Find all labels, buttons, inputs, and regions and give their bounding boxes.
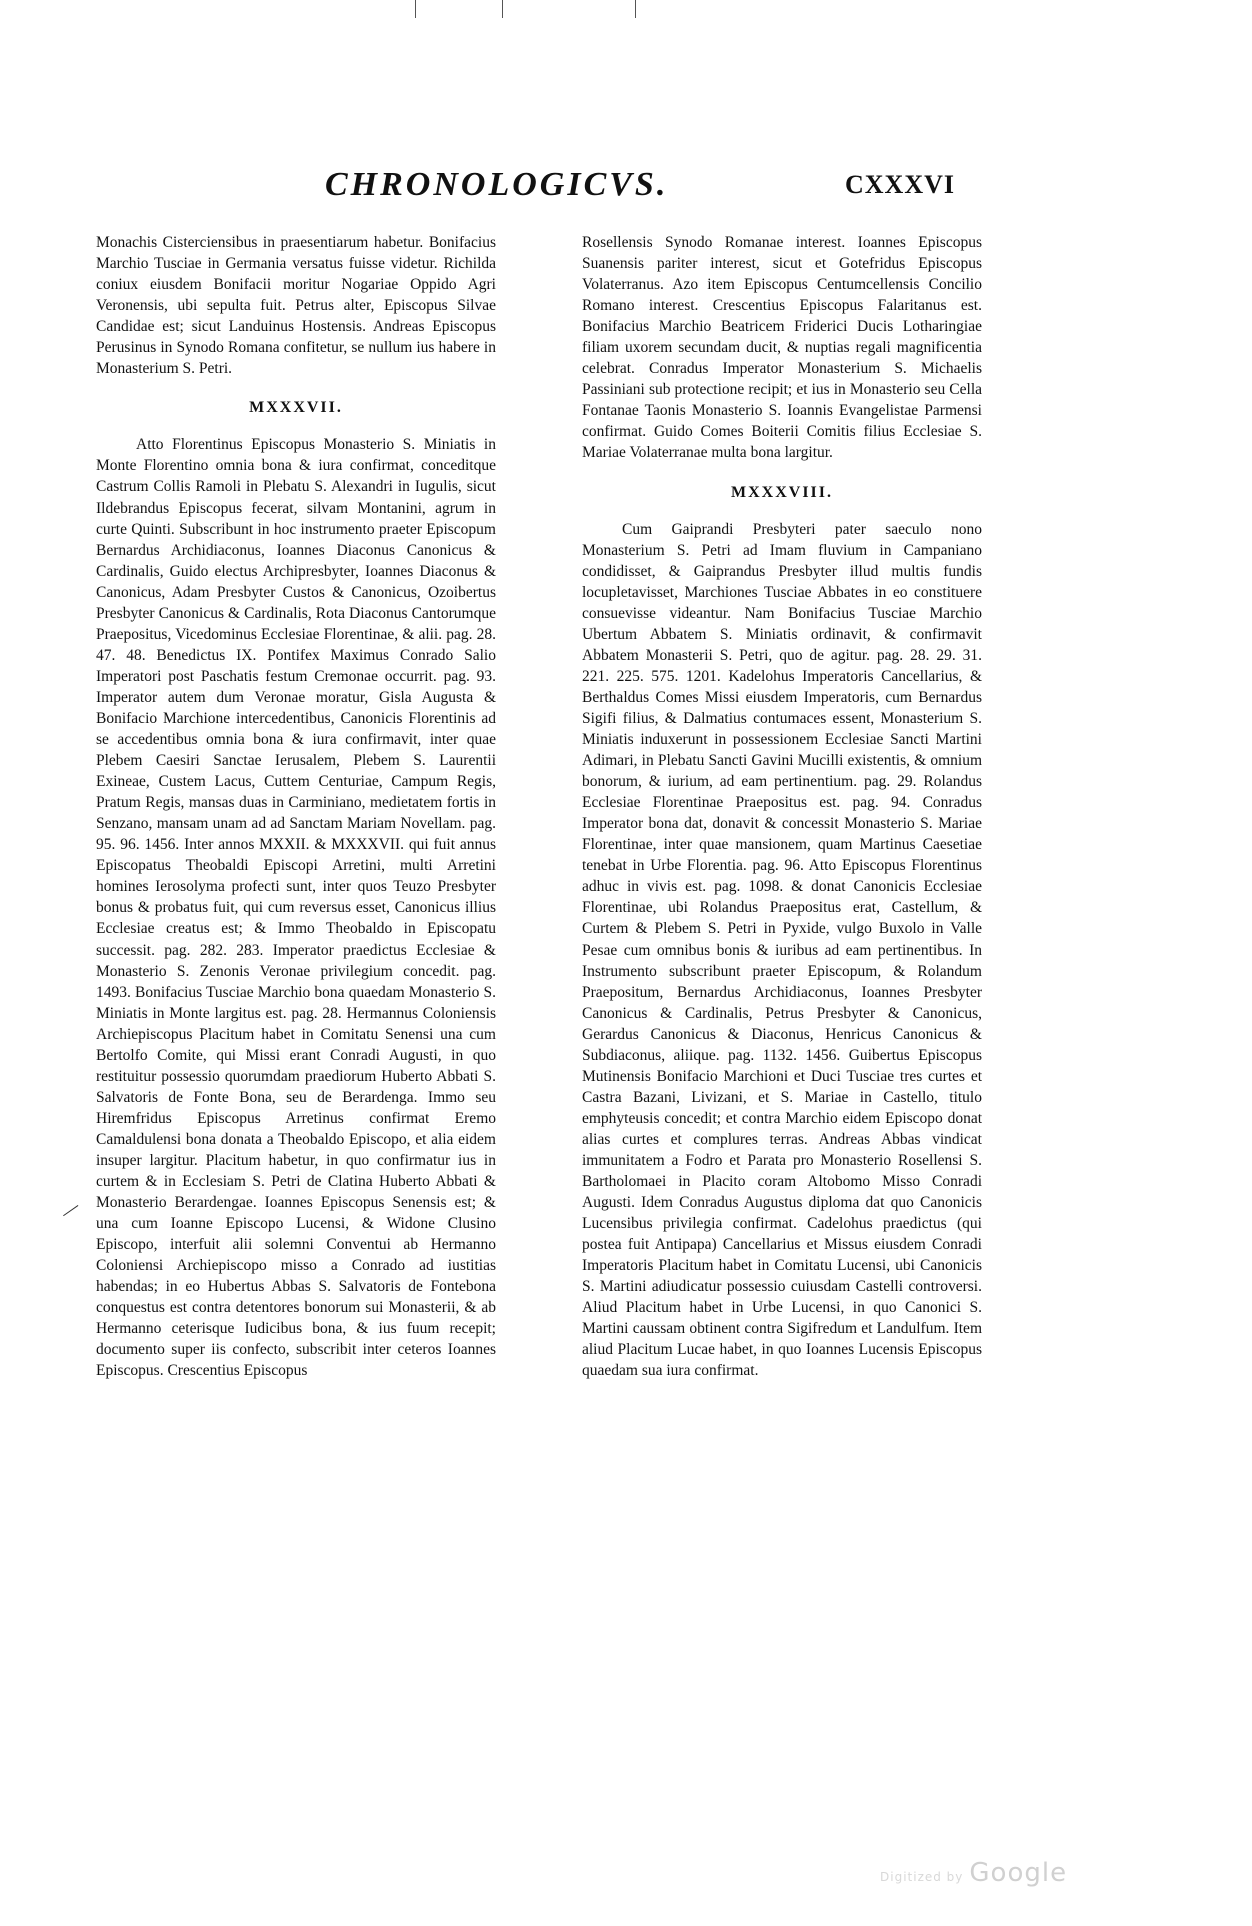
left-paragraph-2: Atto Florentinus Episcopus Monasterio S. Miniatis in Monte Florentino omnia bona & iura confirmat, conceditque Castrum Collis Ramoli in Plebatu S. Alexandri in Iugulis, sicut Ildebrandus Episcopus fecerat, silvam Montanini, agrum in curte Quinti. Subscribunt in hoc instrumento praeter Episcopum Bernardus Archidiaconus, Ioannes Diaconus Canonicus & Cardinalis, Guido electus Archipresbyter, Ioannes Diaconus & Canonicus, Adam Presbyter Custos & Canonicus, Ozoibertus Presbyter Canonicus & Cardinalis, Rota Diaconus Cantorumque Praepositus, Vicedominus Ecclesiae Florentinae, & alii. pag. 28. 47. 48. Benedictus IX. Pontifex Maximus Conrado Salio Imperatori post Paschatis festum Cremonae occurrit. pag. 93. Imperator autem dum Veronae moratur, Gisla Augusta & Bonifacio Marchione intercedentibus, Canonicis Florentinis ad se accedentibus omnia bona & iura confirmavit, inter quae Plebem Caesiri Sanctae Ierusalem, Plebem S. Laurentii Exineae, Custem Lacus, Cuttem Centuriae, Campum Regis, Pratum Regis, mansas duas in Carminiano, medietatem fortis in Senzano, mansam unam ad ad Sanctam Mariam Novellam. pag. 95. 96. 1456. Inter annos MXXII. & MXXXVII. qui fuit annus Episcopatus Theobaldi Episcopi Arretini, multi Arretini homines Ierosolyma profecti sunt, inter quos Teuzo Presbyter bonus & probatus fuit, qui cum reversus esset, Canonicus illius Ecclesiae creatus est; & Immo Theobaldo in Episcopatu successit. pag. 282. 283. Imperator praedictus Ecclesiae & Monasterio S. Zenonis Veronae privilegium concedit. pag. 1493. Bonifacius Tusciae Marchio bona quaedam Monasterio S. Miniatis in Monte largitus est. pag. 28. Hermannus Coloniensis Archiepiscopus Placitum habet in Comitatu Senensi una cum Bertolfo Comite, qui Missi erant Conradi Augusti, in quo restituitur possessio quorumdam praediorum Huberto Abbati S. Salvatoris de Fonte Bona, seu de Berardenga. Immo seu Hiremfridus Episcopus Arretinus confirmat Eremo Camaldulensi bona donata a Theobaldo Episcopo, et alia eidem insuper largitur. Placitum habetur, in quo confirmatur ius in curtem & in Ecclesiam S. Petri de Clatina Huberto Abbati & Monasterio Berardengae. Ioannes Episcopus Senensis est; & una cum Ioanne Episcopo Lucensi, & Widone Clusino Episcopo, interfuit alii solemni Conventui ab Hermanno Coloniensi Archiepiscopo misso a Conrado ad iustitias habendas; in eo Hubertus Abbas S. Salvatoris de Fontebona conquestus est contra detentores bonorum sui Monasterii, & ab Hermanno ceterisque Iudicibus bona, & ius fuum recepit; documento super iis confecto, subscribit inter ceteros Ioannes Episcopus. Crescentius Episcopus xyxy=(96,436,496,1380)
watermark-brand: Google xyxy=(969,1858,1068,1888)
page-header xyxy=(325,166,965,206)
watermark-prefix: Digitized by xyxy=(880,1870,964,1884)
right-column xyxy=(582,232,982,1652)
margin-pencil-mark xyxy=(63,1205,79,1217)
digitized-watermark xyxy=(880,1858,1067,1888)
running-title: CHRONOLOGICVS. xyxy=(325,166,669,203)
page-number: CXXXVI xyxy=(845,170,955,199)
left-column xyxy=(96,232,496,1592)
year-heading-1037: MXXXVII. xyxy=(249,399,343,417)
right-paragraph-2: Cum Gaiprandi Presbyteri pater saeculo nono Monasterium S. Petri ad Imam fluvium in Campaniano condidisset, & Gaiprandus Presbyter illud multis fundis locupletavisset, Marchiones Tusciae Abbates in eo constituere consuevisse videantur. Nam Bonifacius Tusciae Marchio Ubertum Abbatem S. Miniatis ordinavit, & confirmavit Abbatem Monasterii S. Petri, quo de agitur. pag. 28. 29. 31. 221. 225. 575. 1201. Kadelohus Imperatoris Cancellarius, & Berthaldus Comes Missi eiusdem Imperatoris, cum Bernardus Sigifi filius, & Dalmatius contumaces essent, Monasterium S. Miniatis induxerunt in possessionem Ecclesiae Sancti Martini Adimari, in Plebatu Sancti Gavini Mucilli existentis, & omnium bonorum, & iurium, ad eam pertinentium. pag. 29. Rolandus Ecclesiae Florentinae Praepositus est. pag. 94. Conradus Imperator bona dat, donavit & concessit Monasterio S. Mariae Florentinae, inter quae mansionem, quam Martinus Caesetiae tenebat in Urbe Florentia. pag. 96. Atto Episcopus Florentinus adhuc in vivis est. pag. 1098. & donat Canonicis Ecclesiae Florentinae, ubi Rolandus Praepositus erat, Castellum, & Curtem & Plebem S. Petri in Pyxide, vulgo Buxolo in Valle Pesae cum omnibus bonis & iuribus ad eam pertinentibus. In Instrumento subscribunt praeter Episcopum, & Rolandum Praepositum, Bernardus Archidiaconus, Ioannes Presbyter Canonicus & Cardinalis, Petrus Presbyter & Canonicus, Gerardus Canonicus & Diaconus, Henricus Canonicus & Subdiaconus, aliique. pag. 1132. 1456. Guibertus Episcopus Mutinensis Bonifacio Marchioni et Duci Tusciae tres curtes et Castra Bazani, Livizani, et S. Mariae in Castello, titulo emphyteusis concedit; et contra Marchio eidem Episcopo donat alias curtes et complures terras. Andreas Abbas vindicat immunitatem a Fodro et Parata pro Monasterio Rosellensi S. Bartholomaei in Placito coram Altobomo Misso Conradi Augusti. Idem Conradus Augustus diploma dat quo Canonicis Lucensibus privilegia confirmat. Cadelohus praedictus (qui postea fuit Antipapa) Cancellarius et Missus eiusdem Conradi Imperatoris Placitum habet in Comitatu Lucensi, ubi Canonicis S. Martini adiudicatur possessio cuiusdam Castelli controversi. Aliud Placitum habet in Urbe Lucensi, in quo Canonici S. Martini caussam obtinent contra Sigifredum et Landulfum. Item aliud Placitum Lucae habet, in quo Ioannes Lucensis Episcopus quaedam sua iura confirmat. xyxy=(582,520,982,1380)
top-edge-marks xyxy=(0,0,1252,20)
right-paragraph-1: Rosellensis Synodo Romanae interest. Ioannes Episcopus Suanensis pariter interest, sicut et Gotefridus Episcopus Volaterranus. Azo item Episcopus Centumcellensis Concilio Romano interest. Crescentius Episcopus Falaritanus est. Bonifacius Marchio Beatricem Friderici Ducis Lotharingiae filiam uxorem secundam ducit, & nuptias regali magnificentia celebrat. Conradus Imperator Monasterium S. Michaelis Passiniani sub protectione recipit; et ius in Monasterio seu Cella Fontanae Taonis Monasterio S. Ioannis Evangelistae Parmensi confirmat. Guido Comes Boiterii Comitis filius Ecclesiae S. Mariae Volaterranae multa bona largitur. xyxy=(582,234,982,462)
year-heading-1038: MXXXVIII. xyxy=(731,483,833,501)
left-paragraph-1: Monachis Cisterciensibus in praesentiarum habetur. Bonifacius Marchio Tusciae in Germania versatus fuisse videtur. Richilda coniux eiusdem Bonifacii moritur Nogariae Oppido Agri Veronensis, ubi sepulta fuit. Petrus alter, Episcopus Silvae Candidae est; sicut Landuinus Hostensis. Andreas Episcopus Perusinus in Synodo Romana confitetur, se nullum ius habere in Monasterium S. Petri. xyxy=(96,234,496,378)
